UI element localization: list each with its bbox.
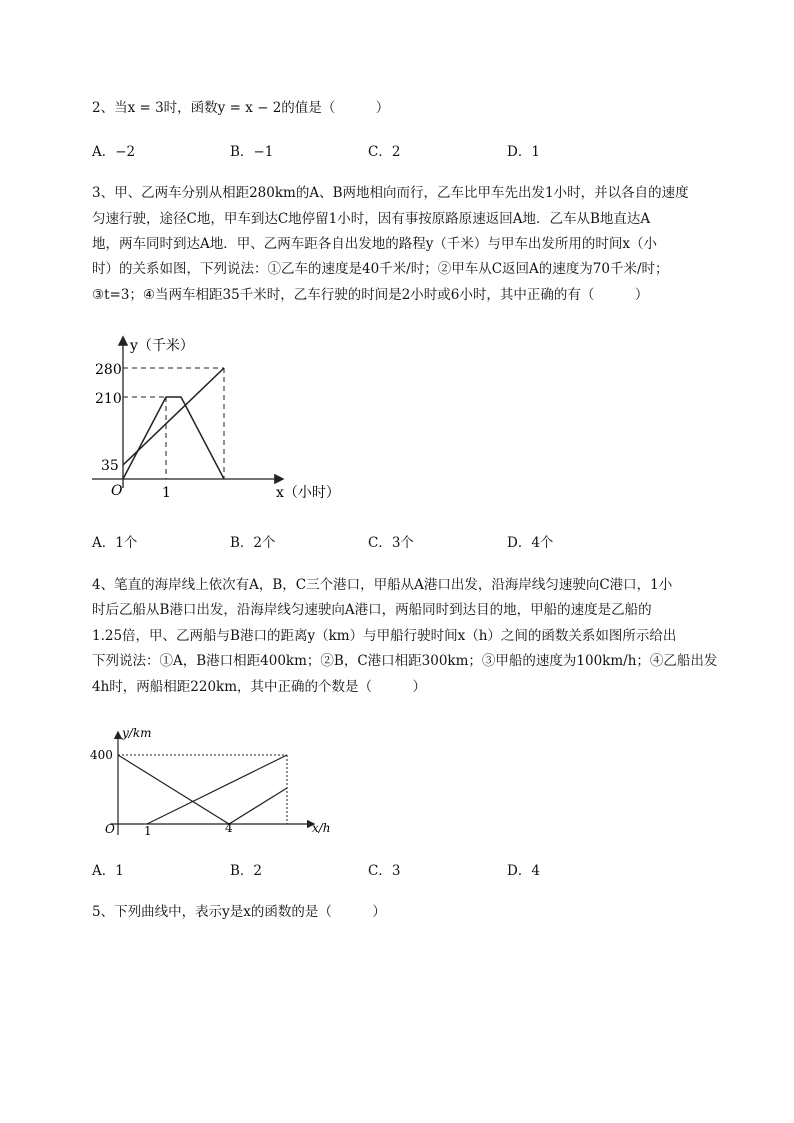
q3-option-c: C．3个: [368, 535, 414, 551]
q4-line-2: 时后乙船从B港口出发，沿海岸线匀速驶向A港口，两船同时到达目的地，甲船的速度是乙船的: [92, 602, 652, 618]
q3-ytick-35: 35: [101, 458, 119, 474]
q4-option-c: C．3: [368, 863, 401, 879]
q4-ytick-400: 400: [90, 748, 113, 762]
q4-option-b: B．2: [230, 863, 263, 879]
q3-line-3: 地，两车同时到达A地．甲、乙两车距各自出发地的路程y（千米）与甲车出发所用的时间x（小: [92, 236, 657, 252]
q3-option-b: B．2个: [230, 535, 276, 551]
q4-x-label: x/h: [312, 821, 331, 835]
q3-xtick-1: 1: [162, 485, 171, 501]
q3-line-5: ③t=3；④当两车相距35千米时，乙车行驶的时间是2小时或6小时，其中正确的有（ ）: [92, 287, 649, 303]
q3-x-label: x（小时）: [276, 485, 340, 501]
q3-option-a: A．1个: [92, 535, 138, 551]
q3-ytick-210: 210: [95, 391, 122, 407]
q4-line-5: 4h时，两船相距220km，其中正确的个数是（ ）: [92, 679, 427, 695]
q4-line-3: 1.25倍，甲、乙两船与B港口的距离y（km）与甲船行驶时间x（h）之间的函数关系如图所示给出: [92, 628, 677, 644]
q4-option-a: A．1: [92, 863, 124, 879]
q4-ship-b-line: [147, 755, 287, 824]
q4-line-4: 下列说法：①A，B港口相距400km；②B，C港口相距300km；③甲船的速度为100km/h；④乙船出发: [92, 653, 718, 669]
q4-y-label: y/km: [122, 726, 152, 740]
q3-line-1: 3、甲、乙两车分别从相距280km的A、B两地相向而行，乙车比甲车先出发1小时，并以各自的速度: [92, 185, 689, 201]
q2-option-b: B．−1: [230, 144, 274, 160]
q3-line-2: 匀速行驶，途径C地，甲车到达C地停留1小时，因有事按原路原速返回A地．乙车从B地直达A: [92, 211, 651, 227]
q4-ship-a-line: [118, 755, 287, 824]
q3-origin: O: [111, 483, 123, 499]
q5-stem: 5、下列曲线中，表示y是x的函数的是（ ）: [92, 904, 386, 920]
q4-xtick-1: 1: [144, 824, 152, 838]
q2-stem: 2、当x = 3时，函数y = x − 2的值是（ ）: [92, 100, 390, 116]
q3-option-d: D．4个: [507, 535, 554, 551]
q2-option-a: A．−2: [92, 144, 136, 160]
q3-y-label: y（千米）: [130, 338, 194, 354]
q2-option-c: C．2: [368, 144, 401, 160]
q4-origin: O: [105, 822, 115, 836]
q4-ship-jia-line: [118, 755, 287, 788]
q4-option-d: D．4: [507, 863, 540, 879]
q4-line-1: 4、笔直的海岸线上依次有A，B，C三个港口，甲船从A港口出发，沿海岸线匀速驶向C港口，1小: [92, 577, 673, 593]
q3-ytick-280: 280: [95, 362, 122, 378]
q3-line-4: 时）的关系如图，下列说法：①乙车的速度是40千米/时；②甲车从C返回A的速度为70千米/时；: [92, 261, 669, 277]
q2-option-d: D．1: [507, 144, 540, 160]
q4-xtick-4: 4: [225, 821, 233, 835]
